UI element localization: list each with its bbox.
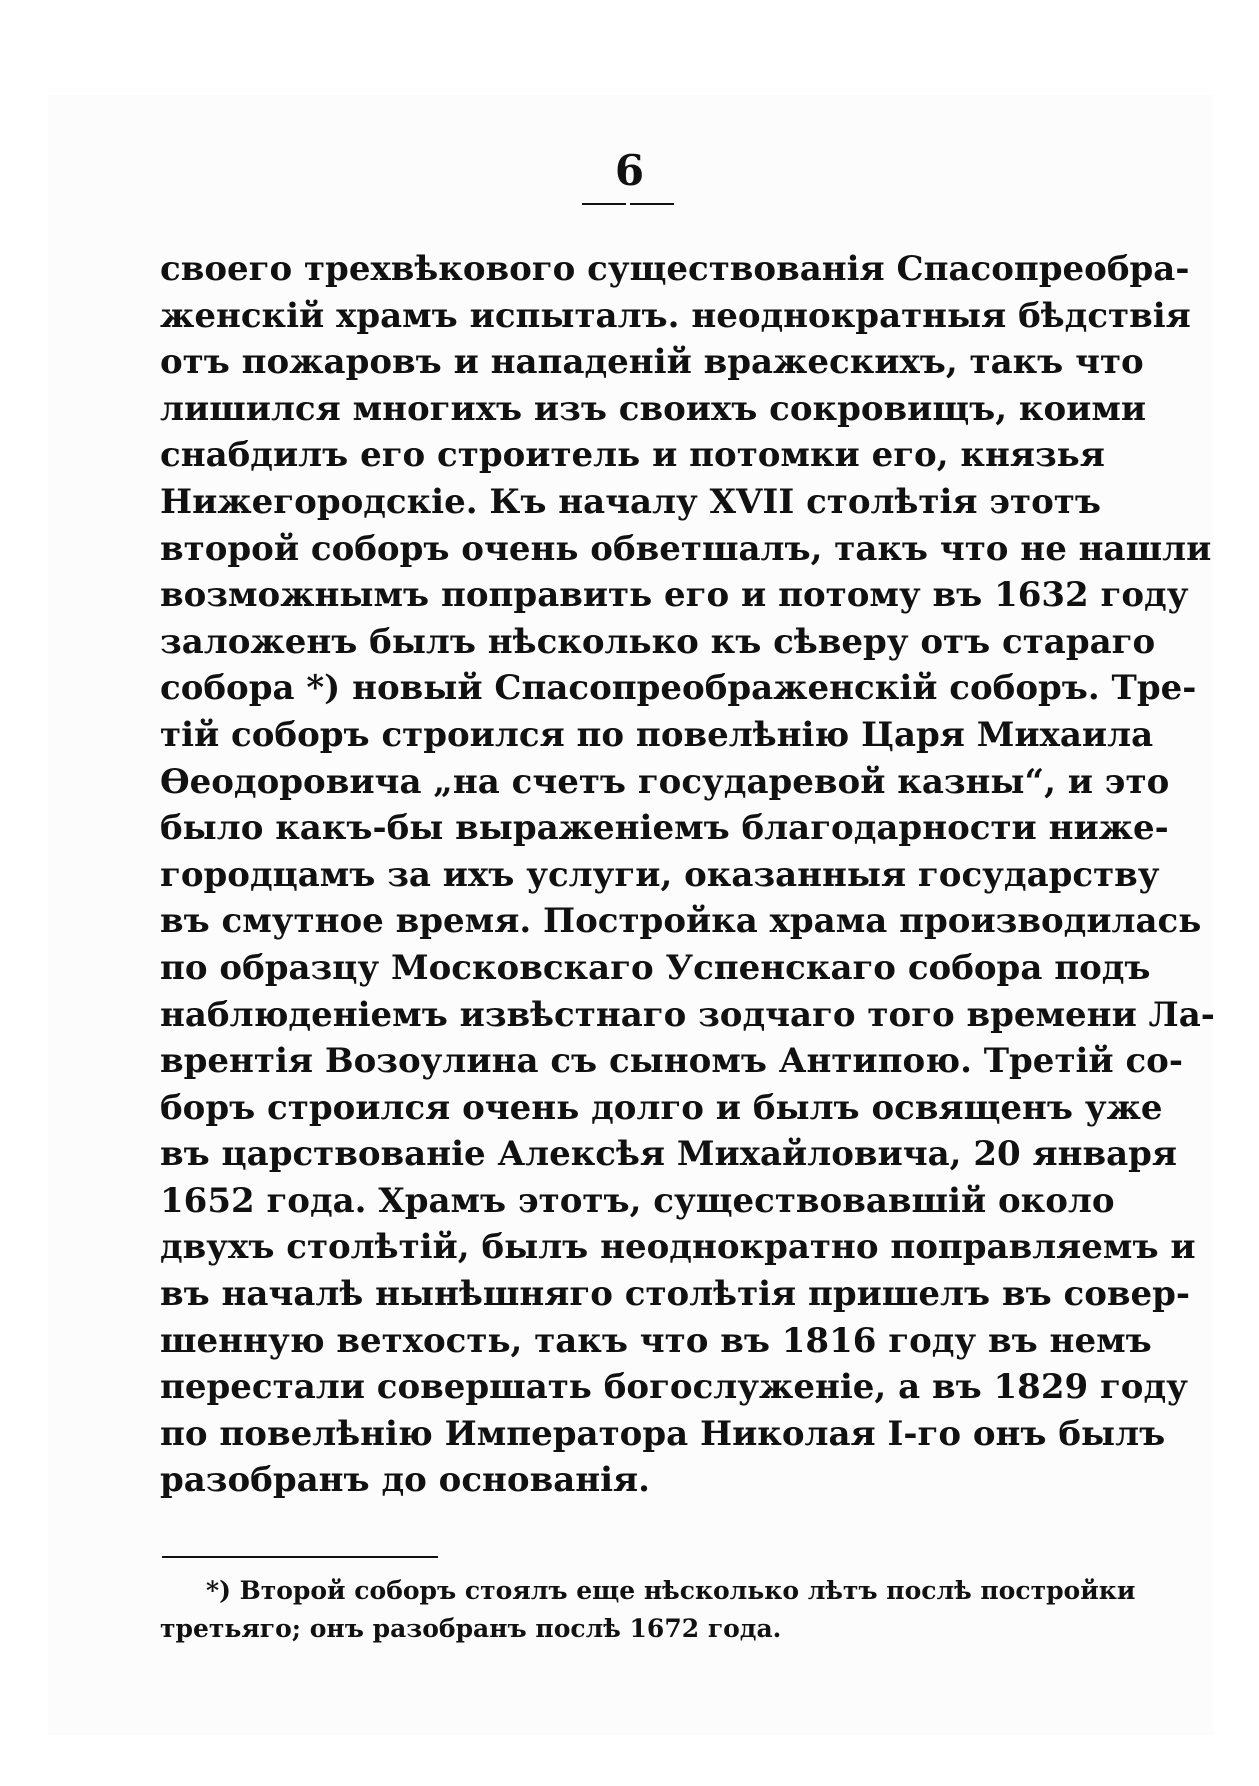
- body-line: по образцу Московскаго Успенскаго собора подъ: [160, 947, 1151, 988]
- body-line: врентія Возоулина съ сыномъ Антипою. Третій со-: [160, 1041, 1183, 1082]
- body-text: [160, 246, 1215, 1504]
- body-line: перестали совершать богослуженіе, а въ 1829 году: [160, 1367, 1188, 1408]
- body-line: заложенъ былъ нѣсколько къ сѣверу отъ стараго: [160, 621, 1156, 662]
- body-line: разобранъ до основанія.: [160, 1460, 650, 1501]
- body-line: лишился многихъ изъ своихъ сокровищъ, коими: [160, 388, 1147, 429]
- body-line: въ царствованіе Алексѣя Михайловича, 20 января: [160, 1134, 1178, 1175]
- body-line: было какъ-бы выраженіемъ благодарности ниже-: [160, 808, 1169, 849]
- footnote-line: третьяго; онъ разобранъ послѣ 1672 года.: [160, 1614, 782, 1643]
- body-line: второй соборъ очень обветшалъ, такъ что не нашли: [160, 528, 1212, 569]
- body-line: двухъ столѣтій, былъ неоднократно поправляемъ и: [160, 1227, 1196, 1268]
- body-line: своего трехвѣкового существованія Спасопреобра-: [160, 249, 1190, 289]
- page-number-rule-left: [582, 203, 626, 205]
- body-line: Ѳеодоровича „на счетъ государевой казны“, и это: [160, 761, 1170, 802]
- body-line: въ началѣ нынѣшняго столѣтія пришелъ въ совер-: [160, 1274, 1191, 1315]
- body-line: снабдилъ его строитель и потомки его, князья: [160, 435, 1105, 476]
- body-line: 1652 года. Храмъ этотъ, существовавшій около: [160, 1180, 1115, 1221]
- body-line: шенную ветхость, такъ что въ 1816 году въ немъ: [160, 1320, 1152, 1361]
- body-line: Нижегородскіе. Къ началу XVII столѣтія этотъ: [160, 481, 1101, 522]
- page-number-rule-right: [630, 203, 674, 205]
- body-line: тій соборъ строился по повелѣнію Царя Михаила: [160, 714, 1154, 755]
- page-number: 6: [614, 146, 645, 195]
- footnote-line: *) Второй соборъ стоялъ еще нѣсколько лѣтъ послѣ постройки: [206, 1576, 1136, 1605]
- footnote-rule: [162, 1556, 438, 1558]
- body-line: боръ строился очень долго и былъ освященъ уже: [160, 1087, 1163, 1128]
- body-line: городцамъ за ихъ услуги, оказанныя государству: [160, 854, 1160, 895]
- body-line: отъ пожаровъ и нападеній вражескихъ, такъ что: [160, 342, 1144, 383]
- body-line: собора *) новый Спасопреображенскій соборъ. Тре-: [160, 668, 1197, 709]
- body-line: женскій храмъ испыталъ. неоднократныя бѣдствія: [160, 295, 1191, 336]
- body-line: по повелѣнію Императора Николая I-го онъ былъ: [160, 1413, 1166, 1454]
- body-line: возможнымъ поправить его и потому въ 1632 году: [160, 575, 1189, 616]
- body-line: въ смутное время. Постройка храма производилась: [160, 901, 1202, 942]
- body-line: наблюденіемъ извѣстнаго зодчаго того времени Ла-: [160, 994, 1215, 1035]
- footnote: [160, 1572, 1136, 1648]
